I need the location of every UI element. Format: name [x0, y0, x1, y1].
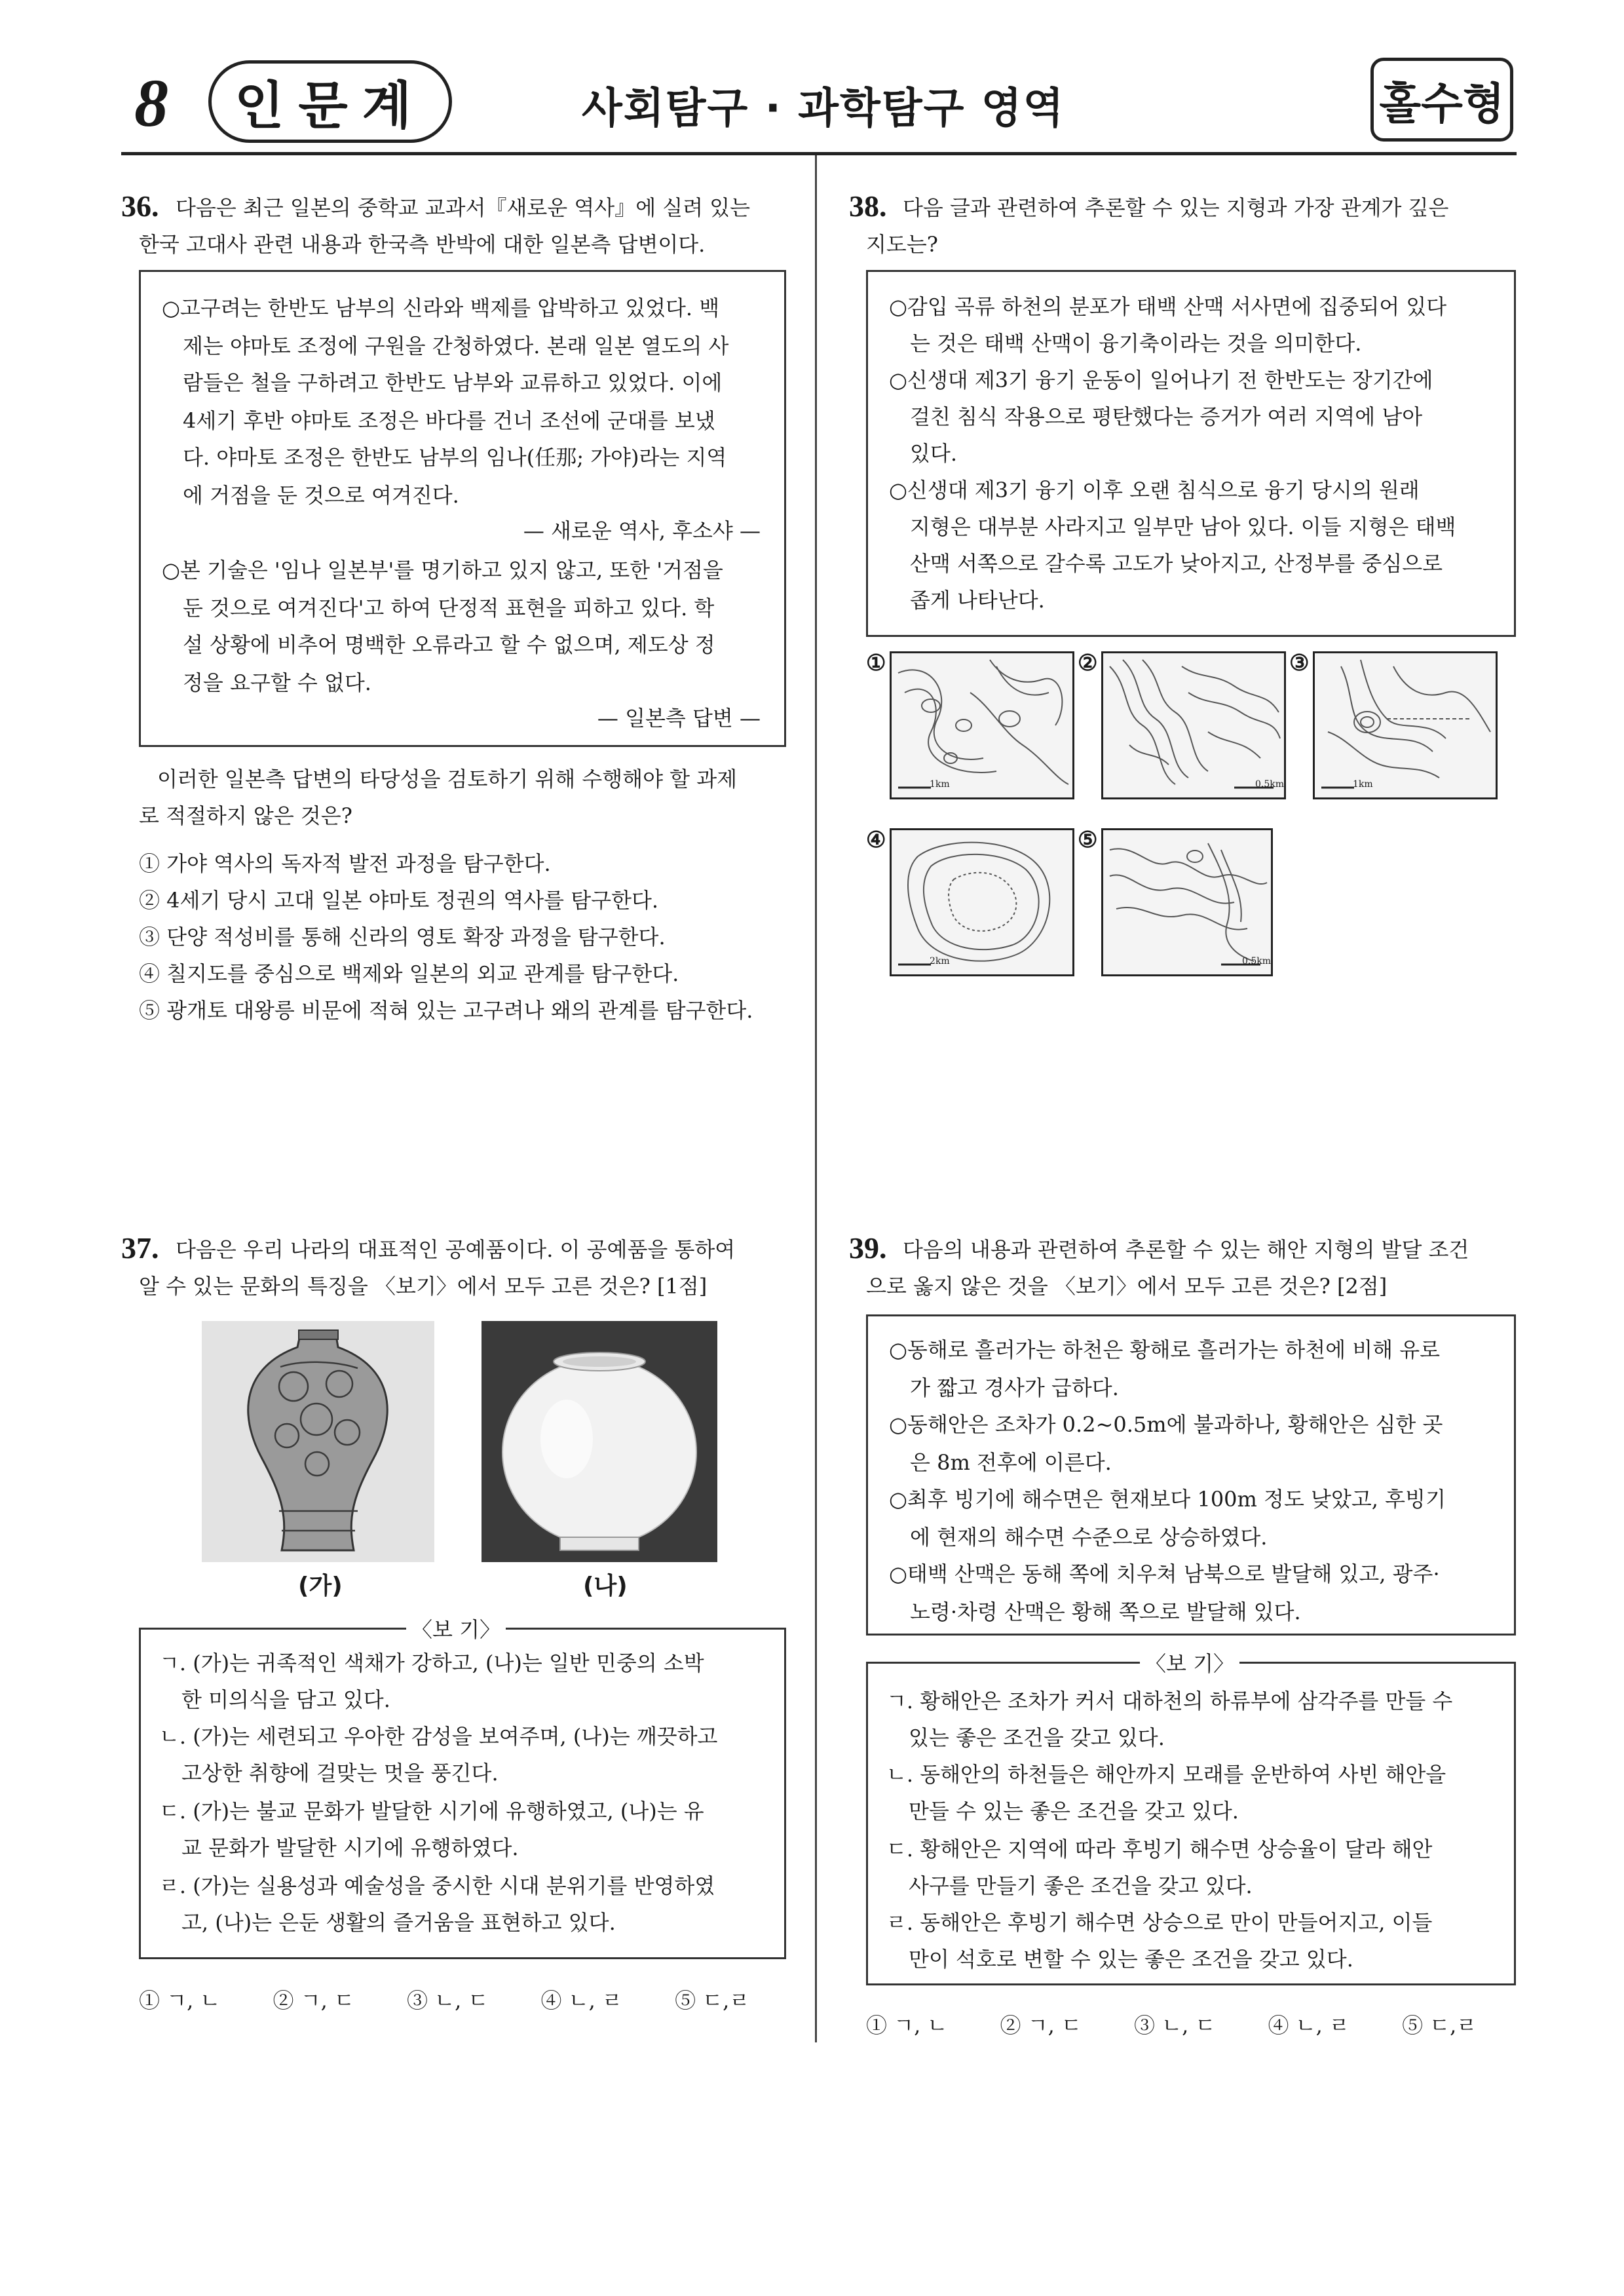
- q36-stem-line: 한국 고대사 관련 내용과 한국측 반박에 대한 일본측 답변이다.: [139, 232, 706, 257]
- q39-number: 39.: [849, 1231, 887, 1265]
- section-title: 사회탐구 · 과학탐구 영역: [582, 85, 1065, 133]
- q39-passage-line: ○동해로 흘러가는 하천은 황해로 흘러가는 하천에 비해 유로: [889, 1337, 1441, 1362]
- contour-lines: [1103, 653, 1284, 797]
- q36-number: 36.: [121, 189, 159, 223]
- vase-image-a: [202, 1321, 434, 1562]
- q39-bogi-line: ㄷ. 황해안은 지역에 따라 후빙기 해수면 상승율이 달라 해안: [886, 1837, 1433, 1862]
- map-scale: 1km: [1353, 779, 1373, 790]
- q36-passage-box: [139, 270, 786, 747]
- q38-passage-line: ○신생대 제3기 융기 이후 오랜 침식으로 융기 당시의 원래: [889, 478, 1420, 503]
- q37-bogi-line: ㄹ. (가)는 실용성과 예술성을 중시한 시대 분위기를 반영하였: [159, 1873, 715, 1898]
- map-label: ①: [866, 650, 886, 676]
- q36-stem-line: 다음은 최근 일본의 중학교 교과서『새로운 역사』에 실려 있는: [176, 195, 751, 220]
- q39-answer-4[interactable]: ④ ㄴ, ㄹ: [1268, 2013, 1350, 2038]
- q38-passage-line: ○감입 곡류 하천의 분포가 태백 산맥 서사면에 집중되어 있다: [889, 294, 1447, 319]
- q39-bogi-box: [866, 1662, 1516, 1985]
- q36-option-3[interactable]: ③ 단양 적성비를 통해 신라의 영토 확장 과정을 탐구한다.: [139, 925, 666, 949]
- q37-answer-2[interactable]: ② ㄱ, ㄷ: [273, 1988, 354, 2013]
- q36-passage-line: ○본 기술은 '임나 일본부'를 명기하고 있지 않고, 또한 '거점을: [162, 558, 723, 583]
- q36-passage-line: 에 거점을 둔 것으로 여겨진다.: [183, 483, 459, 508]
- q38-passage-line: 좁게 나타난다.: [910, 588, 1045, 613]
- map-scale: 2km: [930, 956, 950, 966]
- q36-passage-line: 설 상황에 비추어 명백한 오류라고 할 수 없으며, 제도상 정: [183, 632, 715, 657]
- q37-bogi-line: 교 문화가 발달한 시기에 유행하였다.: [181, 1835, 519, 1860]
- q38-passage-box: [866, 270, 1516, 637]
- map-label: ⑤: [1078, 827, 1098, 853]
- q36-option-5[interactable]: ⑤ 광개토 대왕릉 비문에 적혀 있는 고구려나 왜의 관계를 탐구한다.: [139, 998, 753, 1023]
- q36-passage-line: 정을 요구할 수 없다.: [183, 670, 371, 695]
- q37-stem-line: 다음은 우리 나라의 대표적인 공예품이다. 이 공예품을 통하여: [176, 1237, 736, 1262]
- header-divider: [121, 152, 1517, 155]
- q39-bogi-line: 만들 수 있는 좋은 조건을 갖고 있다.: [909, 1799, 1239, 1824]
- q36-option-1[interactable]: ① 가야 역사의 독자적 발전 과정을 탐구한다.: [139, 851, 551, 876]
- topographic-map: [1101, 828, 1273, 976]
- q39-bogi-title: 〈보 기〉: [1140, 1647, 1239, 1677]
- q36-option-4[interactable]: ④ 칠지도를 중심으로 백제와 일본의 외교 관계를 탐구한다.: [139, 961, 679, 986]
- q36-source: — 새로운 역사, 후소샤 —: [523, 518, 761, 543]
- q36-passage-line: 다. 야마토 조정은 한반도 남부의 임나(任那; 가야)라는 지역: [183, 445, 727, 470]
- caption-b: (나): [583, 1573, 628, 1599]
- vase-image-b: [482, 1321, 717, 1562]
- q37-bogi-title: 〈보 기〉: [406, 1613, 506, 1643]
- q39-answer-3[interactable]: ③ ㄴ, ㄷ: [1134, 2013, 1216, 2038]
- q39-bogi-line: 만이 석호로 변할 수 있는 좋은 조건을 갖고 있다.: [909, 1947, 1353, 1972]
- exam-type-badge: 홀수형: [1370, 58, 1513, 142]
- column-divider: [815, 155, 817, 2042]
- q39-answer-row: [866, 2009, 1522, 2039]
- q39-stem-line: 다음의 내용과 관련하여 추론할 수 있는 해안 지형의 발달 조건: [903, 1237, 1469, 1262]
- contour-lines: [892, 830, 1072, 974]
- q37-answer-5[interactable]: ⑤ ㄷ,ㄹ: [675, 1988, 750, 2013]
- q37-bogi-line: 고, (나)는 은둔 생활의 즐거움을 표현하고 있다.: [181, 1910, 616, 1935]
- q39-passage-line: 에 현재의 해수면 수준으로 상승하였다.: [910, 1525, 1268, 1550]
- map-scale: 0.5km: [1255, 779, 1285, 790]
- q37-bogi-box: [139, 1628, 786, 1959]
- celadon-vase-illustration: [202, 1321, 434, 1562]
- map-scale: 1km: [930, 779, 950, 790]
- q37-number: 37.: [121, 1231, 159, 1265]
- q39-bogi-line: 있는 좋은 조건을 갖고 있다.: [909, 1725, 1165, 1750]
- q36-passage-line: 제는 야마토 조정에 구원을 간청하였다. 본래 일본 열도의 사: [183, 334, 729, 358]
- q37-bogi-line: ㄷ. (가)는 불교 문화가 발달한 시기에 유행하였고, (나)는 유: [159, 1799, 704, 1824]
- q39-passage-box: [866, 1314, 1516, 1636]
- q39-passage-line: 노령·차령 산맥은 황해 쪽으로 발달해 있다.: [910, 1599, 1301, 1624]
- q38-passage-line: 산맥 서쪽으로 갈수록 고도가 낮아지고, 산정부를 중심으로: [910, 551, 1443, 576]
- q36-source: — 일본측 답변 —: [597, 706, 761, 731]
- q38-passage-line: 걸친 침식 작용으로 평탄했다는 증거가 여러 지역에 남아: [910, 404, 1423, 429]
- q38-stem-line: 지도는?: [866, 232, 938, 257]
- map-label: ③: [1289, 650, 1310, 676]
- caption-a: (가): [298, 1573, 343, 1599]
- q36-question-line: 이러한 일본측 답변의 타당성을 검토하기 위해 수행해야 할 과제: [157, 767, 738, 792]
- q38-passage-line: 지형은 대부분 사라지고 일부만 남아 있다. 이들 지형은 태백: [910, 514, 1456, 539]
- q39-stem-line: 으로 옳지 않은 것을 〈보기〉에서 모두 고른 것은? [2점]: [866, 1274, 1388, 1299]
- q39-passage-line: ○태백 산맥은 동해 쪽에 치우쳐 남북으로 발달해 있고, 광주·: [889, 1561, 1440, 1586]
- map-label: ②: [1078, 650, 1098, 676]
- q36-passage-line: ○고구려는 한반도 남부의 신라와 백제를 압박하고 있었다. 백: [162, 296, 720, 320]
- q36-question-line: 로 적절하지 않은 것은?: [139, 803, 352, 828]
- q37-answer-3[interactable]: ③ ㄴ, ㄷ: [407, 1988, 489, 2013]
- q39-bogi-line: ㄹ. 동해안은 후빙기 해수면 상승으로 만이 만들어지고, 이들: [886, 1910, 1433, 1935]
- q37-answer-row: [139, 1984, 795, 2014]
- q39-answer-1[interactable]: ① ㄱ, ㄴ: [866, 2013, 948, 2038]
- q37-answer-1[interactable]: ① ㄱ, ㄴ: [139, 1988, 221, 2013]
- q36-passage-line: 4세기 후반 야마토 조정은 바다를 건너 조선에 군대를 보냈: [183, 408, 715, 433]
- topographic-map: [890, 828, 1074, 976]
- q39-bogi-line: ㄱ. 황해안은 조차가 커서 대하천의 하류부에 삼각주를 만들 수: [886, 1689, 1453, 1713]
- q38-passage-line: 있다.: [910, 441, 957, 466]
- q38-number: 38.: [849, 189, 887, 223]
- q39-passage-line: 은 8m 전후에 이른다.: [910, 1450, 1112, 1475]
- q37-bogi-line: ㄱ. (가)는 귀족적인 색채가 강하고, (나)는 일반 민중의 소박: [159, 1651, 704, 1675]
- q39-passage-line: ○동해안은 조차가 0.2~0.5m에 불과하나, 황해안은 심한 곳: [889, 1412, 1443, 1437]
- q39-bogi-line: ㄴ. 동해안의 하천들은 해안까지 모래를 운반하여 사빈 해안을: [886, 1762, 1446, 1787]
- q39-answer-2[interactable]: ② ㄱ, ㄷ: [1000, 2013, 1082, 2038]
- topographic-map: [1313, 651, 1498, 799]
- q37-answer-4[interactable]: ④ ㄴ, ㄹ: [540, 1988, 622, 2013]
- q36-passage-line: 둔 것으로 여겨진다'고 하여 단정적 표현을 피하고 있다. 학: [183, 596, 715, 621]
- q36-passage-line: 람들은 철을 구하려고 한반도 남부와 교류하고 있었다. 이에: [183, 370, 723, 395]
- q37-bogi-line: ㄴ. (가)는 세련되고 우아한 감성을 보여주며, (나)는 깨끗하고: [159, 1724, 718, 1749]
- topographic-map: [890, 651, 1074, 799]
- q39-answer-5[interactable]: ⑤ ㄷ,ㄹ: [1402, 2013, 1477, 2038]
- q36-option-2[interactable]: ② 4세기 당시 고대 일본 야마토 정권의 역사를 탐구한다.: [139, 888, 659, 913]
- moon-jar-illustration: [482, 1321, 717, 1562]
- q37-bogi-line: 한 미의식을 담고 있다.: [181, 1687, 390, 1712]
- q39-passage-line: 가 짧고 경사가 급하다.: [910, 1375, 1119, 1400]
- q38-passage-line: ○신생대 제3기 융기 운동이 일어나기 전 한반도는 장기간에: [889, 368, 1433, 392]
- q38-passage-line: 는 것은 태백 산맥이 융기축이라는 것을 의미한다.: [910, 331, 1362, 356]
- q37-bogi-line: 고상한 취향에 걸맞는 멋을 풍긴다.: [181, 1761, 499, 1786]
- map-label: ④: [866, 827, 886, 853]
- track-label: 인문계: [208, 60, 452, 143]
- q39-passage-line: ○최후 빙기에 해수면은 현재보다 100m 정도 낮았고, 후빙기: [889, 1487, 1446, 1512]
- contour-lines: [1315, 653, 1496, 797]
- q38-stem-line: 다음 글과 관련하여 추론할 수 있는 지형과 가장 관계가 깊은: [903, 195, 1449, 220]
- contour-lines: [1103, 830, 1271, 974]
- q39-bogi-line: 사구를 만들기 좋은 조건을 갖고 있다.: [909, 1873, 1253, 1898]
- q37-stem-line: 알 수 있는 문화의 특징을 〈보기〉에서 모두 고른 것은? [1점]: [139, 1274, 708, 1299]
- page-number: 8: [134, 66, 168, 141]
- contour-lines: [892, 653, 1072, 797]
- map-scale: 0.5km: [1242, 956, 1272, 966]
- topographic-map: [1101, 651, 1286, 799]
